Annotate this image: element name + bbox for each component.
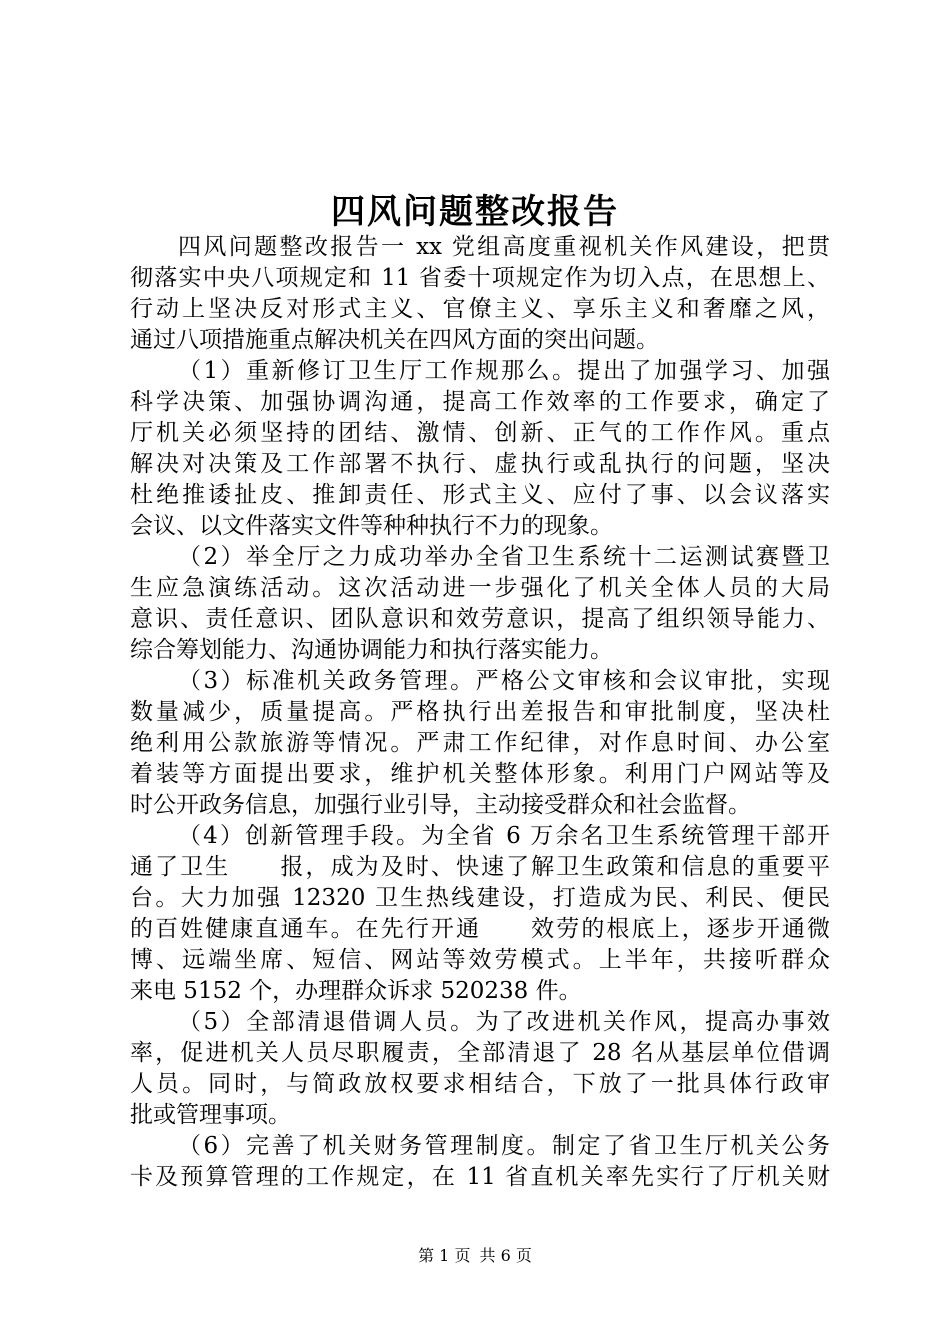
page-number: 第 1 页 xyxy=(418,1246,471,1265)
text-line: 会议、以文件落实文件等种种执行不力的现象。 xyxy=(130,513,613,539)
text-line: 绝利用公款旅游等情况。严肃工作纪律，对作息时间、办公室 xyxy=(130,730,830,756)
text-line: 来电 5152 个，办理群众诉求 520238 件。 xyxy=(130,978,582,1004)
text-line: 台。大力加强 12320 卫生热线建设，打造成为民、利民、便民 xyxy=(130,885,830,911)
text-line: 科学决策、加强协调沟通，提高工作效率的工作要求，确定了 xyxy=(130,389,830,415)
text-line: 意识、责任意识、团队意识和效劳意识，提高了组织领导能力、 xyxy=(130,606,830,632)
text-line: （6）完善了机关财务管理制度。制定了省卫生厅机关公务 xyxy=(178,1133,830,1159)
text-line: 通过八项措施重点解决机关在四风方面的突出问题。 xyxy=(130,327,659,353)
document-body xyxy=(130,232,830,1193)
text-line: 厅机关必须坚持的团结、激情、创新、正气的工作作风。重点 xyxy=(130,420,830,446)
text-line: （3）标准机关政务管理。严格公文审核和会议审批，实现 xyxy=(178,668,830,694)
page-footer xyxy=(0,1243,950,1266)
paragraph xyxy=(130,1007,830,1131)
text-line: 率，促进机关人员尽职履责，全部清退了 28 名从基层单位借调 xyxy=(130,1040,830,1066)
paragraph xyxy=(130,356,830,542)
text-line: 数量减少，质量提高。严格执行出差报告和审批制度，坚决杜 xyxy=(130,699,830,725)
paragraph xyxy=(130,232,830,356)
text-line: 着装等方面提出要求，维护机关整体形象。利用门户网站等及 xyxy=(130,761,830,787)
text-line: 的百姓健康直通车。在先行开通 效劳的根底上，逐步开通微 xyxy=(130,916,830,942)
text-line: （2）举全厅之力成功举办全省卫生系统十二运测试赛暨卫 xyxy=(178,544,830,570)
text-line: 解决对决策及工作部署不执行、虚执行或乱执行的问题，坚决 xyxy=(130,451,830,477)
text-line: （1）重新修订卫生厅工作规那么。提出了加强学习、加强 xyxy=(178,358,830,384)
text-line: 通了卫生 报，成为及时、快速了解卫生政策和信息的重要平 xyxy=(130,854,830,880)
text-line: 卡及预算管理的工作规定，在 11 省直机关率先实行了厅机关财 xyxy=(130,1164,830,1190)
document-title: 四风问题整改报告 xyxy=(331,192,619,232)
paragraph xyxy=(130,1131,830,1193)
text-line: 四风问题整改报告一 xx 党组高度重视机关作风建设，把贯 xyxy=(178,234,830,260)
paragraph xyxy=(130,542,830,666)
text-line: 行动上坚决反对形式主义、官僚主义、享乐主义和奢靡之风， xyxy=(130,296,830,322)
text-line: （5）全部清退借调人员。为了改进机关作风，提高办事效 xyxy=(178,1009,830,1035)
paragraph xyxy=(130,666,830,821)
text-line: （4）创新管理手段。为全省 6 万余名卫生系统管理干部开 xyxy=(178,823,830,849)
text-line: 生应急演练活动。这次活动进一步强化了机关全体人员的大局 xyxy=(130,575,830,601)
text-line: 综合筹划能力、沟通协调能力和执行落实能力。 xyxy=(130,637,613,663)
page-total: 共 6 页 xyxy=(479,1246,532,1265)
text-line: 博、远端坐席、短信、网站等效劳模式。上半年，共接听群众 xyxy=(130,947,830,973)
text-line: 彻落实中央八项规定和 11 省委十项规定作为切入点，在思想上、 xyxy=(130,265,830,291)
text-line: 杜绝推诿扯皮、推卸责任、形式主义、应付了事、以会议落实 xyxy=(130,482,830,508)
text-line: 时公开政务信息，加强行业引导，主动接受群众和社会监督。 xyxy=(130,792,751,818)
text-line: 人员。同时，与简政放权要求相结合，下放了一批具体行政审 xyxy=(130,1071,830,1097)
paragraph xyxy=(130,821,830,1007)
text-line: 批或管理事项。 xyxy=(130,1102,291,1128)
